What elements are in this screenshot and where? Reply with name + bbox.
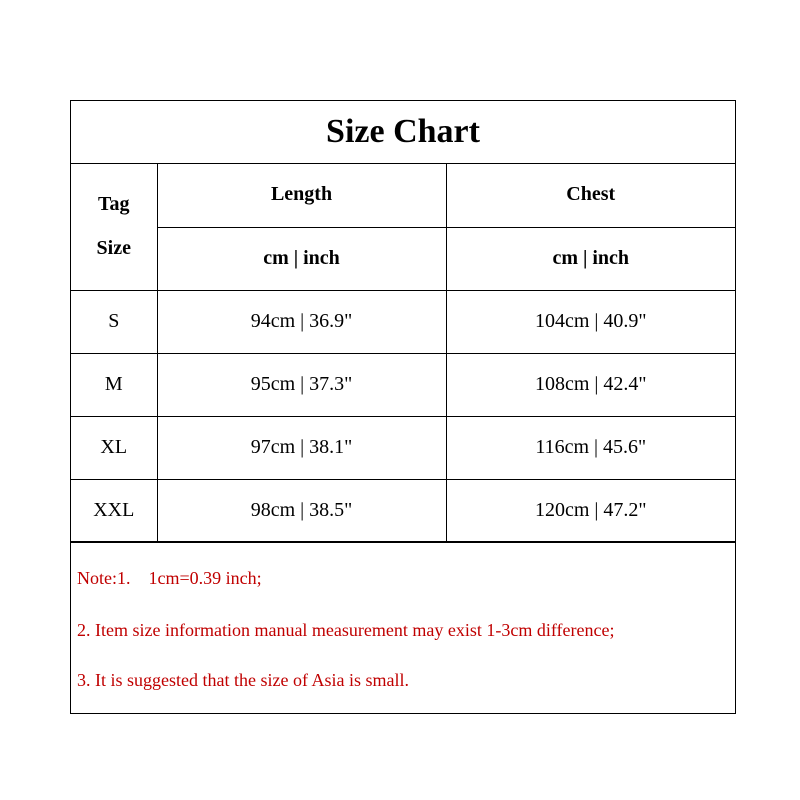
- length-cell: 97cm | 38.1": [157, 416, 446, 479]
- length-cell: 95cm | 37.3": [157, 353, 446, 416]
- chest-cell: 120cm | 47.2": [446, 479, 735, 542]
- notes-section: [71, 541, 735, 715]
- chest-cell: 104cm | 40.9": [446, 290, 735, 353]
- length-unit-header: cm | inch: [157, 227, 446, 290]
- size-cell: S: [71, 290, 157, 353]
- size-cell: XXL: [71, 479, 157, 542]
- size-chart: [70, 100, 736, 714]
- chart-title: Size Chart: [71, 101, 735, 164]
- table-row: [71, 353, 735, 416]
- chest-cell: 108cm | 42.4": [446, 353, 735, 416]
- note-2: 2. Item size information manual measurement may exist 1-3cm difference;: [77, 620, 615, 640]
- chest-unit-header: cm | inch: [446, 227, 735, 290]
- length-cell: 98cm | 38.5": [157, 479, 446, 542]
- unit-row: [71, 227, 735, 290]
- size-table: [71, 163, 735, 543]
- header-row: [71, 163, 735, 227]
- tag-label: Tag: [97, 193, 130, 216]
- chest-header: Chest: [446, 163, 735, 227]
- size-cell: XL: [71, 416, 157, 479]
- size-cell: M: [71, 353, 157, 416]
- table-row: [71, 416, 735, 479]
- length-header: Length: [157, 163, 446, 227]
- note-1: Note:1. 1cm=0.39 inch;: [77, 568, 262, 588]
- note-3: 3. It is suggested that the size of Asia is small.: [77, 670, 409, 690]
- length-cell: 94cm | 36.9": [157, 290, 446, 353]
- table-row: [71, 290, 735, 353]
- chest-cell: 116cm | 45.6": [446, 416, 735, 479]
- table-row: [71, 479, 735, 542]
- size-label: Size: [96, 237, 131, 260]
- tag-size-header: [71, 163, 157, 290]
